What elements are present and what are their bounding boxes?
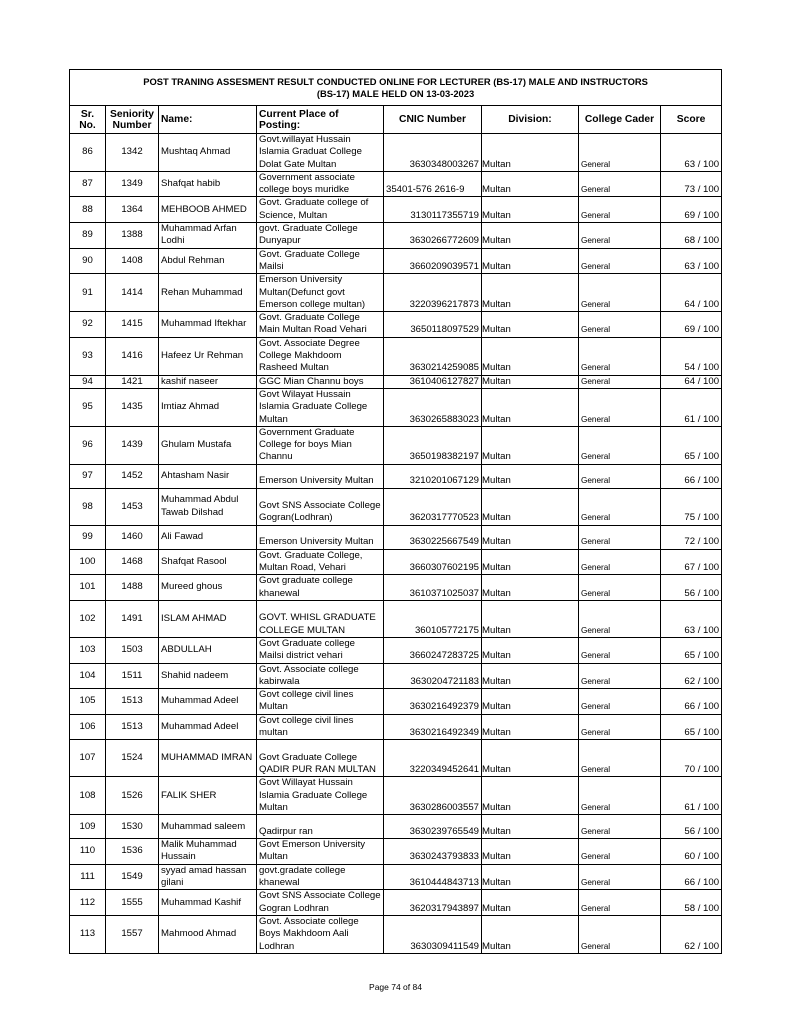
table-row xyxy=(70,740,722,777)
cnic-cell: 3630243793833 xyxy=(384,839,482,865)
score-cell: 61 / 100 xyxy=(661,388,722,426)
sr-no-cell: 91 xyxy=(70,274,106,312)
seniority-number-cell: 1364 xyxy=(106,197,159,223)
table-row xyxy=(70,864,722,890)
division-cell: Multan xyxy=(482,488,579,525)
college-cadre-cell: General xyxy=(579,637,661,663)
sr-no-cell: 93 xyxy=(70,337,106,375)
name-cell: Imtiaz Ahmad xyxy=(159,388,257,426)
cnic-cell: 3610406127827 xyxy=(384,375,482,388)
division-cell: Multan xyxy=(482,134,579,172)
seniority-number-cell: 1524 xyxy=(106,740,159,777)
college-cadre-cell: General xyxy=(579,815,661,839)
name-cell: Muhammad Kashif xyxy=(159,890,257,916)
sr-no-cell: 101 xyxy=(70,575,106,601)
header-cnic: CNIC Number xyxy=(384,106,482,134)
sr-no-cell: 102 xyxy=(70,600,106,637)
seniority-number-cell: 1513 xyxy=(106,689,159,715)
seniority-number-cell: 1414 xyxy=(106,274,159,312)
score-cell: 63 / 100 xyxy=(661,248,722,274)
header-row xyxy=(70,106,722,134)
posting-cell: Government associate college boys muridke xyxy=(257,171,384,197)
score-cell: 64 / 100 xyxy=(661,375,722,388)
cnic-cell: 3660307602195 xyxy=(384,549,482,575)
name-cell: Mushtaq Ahmad xyxy=(159,134,257,172)
college-cadre-cell: General xyxy=(579,171,661,197)
header-division: Division: xyxy=(482,106,579,134)
posting-cell: Govt college civil lines multan xyxy=(257,714,384,740)
seniority-number-cell: 1511 xyxy=(106,663,159,689)
seniority-number-cell: 1435 xyxy=(106,388,159,426)
cnic-cell: 3650118097529 xyxy=(384,312,482,338)
header-college-cadre: College Cader xyxy=(579,106,661,134)
seniority-number-cell: 1468 xyxy=(106,549,159,575)
name-cell: Shahid nadeem xyxy=(159,663,257,689)
seniority-number-cell: 1421 xyxy=(106,375,159,388)
posting-cell: Govt Willayat Hussain Islamia Graduate College Multan xyxy=(257,777,384,815)
score-cell: 63 / 100 xyxy=(661,134,722,172)
college-cadre-cell: General xyxy=(579,575,661,601)
name-cell: MEHBOOB AHMED xyxy=(159,197,257,223)
division-cell: Multan xyxy=(482,890,579,916)
header-score: Score xyxy=(661,106,722,134)
posting-cell: govt.gradate college khanewal xyxy=(257,864,384,890)
seniority-number-cell: 1460 xyxy=(106,525,159,549)
seniority-number-cell: 1453 xyxy=(106,488,159,525)
seniority-number-cell: 1349 xyxy=(106,171,159,197)
table-row xyxy=(70,223,722,249)
cnic-cell: 3660209039571 xyxy=(384,248,482,274)
sr-no-cell: 110 xyxy=(70,839,106,865)
sr-no-cell: 103 xyxy=(70,637,106,663)
posting-cell: Govt. Graduate College, Multan Road, Vehari xyxy=(257,549,384,575)
sr-no-cell: 96 xyxy=(70,426,106,464)
table-row xyxy=(70,575,722,601)
score-cell: 64 / 100 xyxy=(661,274,722,312)
seniority-number-cell: 1513 xyxy=(106,714,159,740)
cnic-cell: 3610371025037 xyxy=(384,575,482,601)
cnic-cell: 3630214259085 xyxy=(384,337,482,375)
score-cell: 68 / 100 xyxy=(661,223,722,249)
division-cell: Multan xyxy=(482,815,579,839)
division-cell: Multan xyxy=(482,839,579,865)
title-line-2: (BS-17) MALE HELD ON 13-03-2023 xyxy=(316,87,475,99)
division-cell: Multan xyxy=(482,575,579,601)
cnic-cell: 3630266772609 xyxy=(384,223,482,249)
posting-cell: Govt. Associate Degree College Makhdoom Rasheed Multan xyxy=(257,337,384,375)
name-cell: Malik Muhammad Hussain xyxy=(159,839,257,865)
college-cadre-cell: General xyxy=(579,890,661,916)
cnic-cell: 3630225667549 xyxy=(384,525,482,549)
table-row xyxy=(70,777,722,815)
sr-no-cell: 107 xyxy=(70,740,106,777)
table-row xyxy=(70,525,722,549)
sr-no-cell: 104 xyxy=(70,663,106,689)
cnic-cell: 3630348003267 xyxy=(384,134,482,172)
cnic-cell: 3620317770523 xyxy=(384,488,482,525)
sr-no-cell: 108 xyxy=(70,777,106,815)
page-number: Page 74 of 84 xyxy=(369,982,422,992)
division-cell: Multan xyxy=(482,600,579,637)
posting-cell: Qadirpur ran xyxy=(257,815,384,839)
seniority-number-cell: 1439 xyxy=(106,426,159,464)
college-cadre-cell: General xyxy=(579,337,661,375)
seniority-number-cell: 1530 xyxy=(106,815,159,839)
score-cell: 66 / 100 xyxy=(661,464,722,488)
college-cadre-cell: General xyxy=(579,714,661,740)
college-cadre-cell: General xyxy=(579,915,661,953)
table-row xyxy=(70,839,722,865)
sr-no-cell: 113 xyxy=(70,915,106,953)
cnic-cell: 3660247283725 xyxy=(384,637,482,663)
college-cadre-cell: General xyxy=(579,549,661,575)
division-cell: Multan xyxy=(482,637,579,663)
sr-no-cell: 106 xyxy=(70,714,106,740)
college-cadre-cell: General xyxy=(579,740,661,777)
score-cell: 66 / 100 xyxy=(661,689,722,715)
posting-cell: Govt. Associate college kabirwala xyxy=(257,663,384,689)
table-row xyxy=(70,488,722,525)
table-row xyxy=(70,426,722,464)
seniority-number-cell: 1557 xyxy=(106,915,159,953)
score-cell: 69 / 100 xyxy=(661,197,722,223)
table-row xyxy=(70,915,722,953)
division-cell: Multan xyxy=(482,464,579,488)
name-cell: Muhammad Abdul Tawab Dilshad xyxy=(159,488,257,525)
name-cell: FALIK SHER xyxy=(159,777,257,815)
posting-cell: Govt. Graduate College Mailsi xyxy=(257,248,384,274)
sr-no-cell: 87 xyxy=(70,171,106,197)
name-cell: Muhammad Adeel xyxy=(159,689,257,715)
name-cell: Muhammad Adeel xyxy=(159,714,257,740)
college-cadre-cell: General xyxy=(579,600,661,637)
score-cell: 62 / 100 xyxy=(661,915,722,953)
seniority-number-cell: 1491 xyxy=(106,600,159,637)
cnic-cell: 360105772175 xyxy=(384,600,482,637)
posting-cell: Govt SNS Associate College Gogran(Lodhran) xyxy=(257,488,384,525)
seniority-number-cell: 1388 xyxy=(106,223,159,249)
name-cell: syyad amad hassan gilani xyxy=(159,864,257,890)
cnic-cell: 3630204721183 xyxy=(384,663,482,689)
seniority-number-cell: 1549 xyxy=(106,864,159,890)
division-cell: Multan xyxy=(482,777,579,815)
name-cell: MUHAMMAD IMRAN xyxy=(159,740,257,777)
cnic-cell: 3630309411549 xyxy=(384,915,482,953)
table-row xyxy=(70,274,722,312)
name-cell: Hafeez Ur Rehman xyxy=(159,337,257,375)
division-cell: Multan xyxy=(482,171,579,197)
posting-cell: Govt. Associate college Boys Makhdoom Aali Lodhran xyxy=(257,915,384,953)
posting-cell: Emerson University Multan(Defunct govt Emerson college multan) xyxy=(257,274,384,312)
seniority-number-cell: 1555 xyxy=(106,890,159,916)
division-cell: Multan xyxy=(482,864,579,890)
college-cadre-cell: General xyxy=(579,134,661,172)
name-cell: Muhammad saleem xyxy=(159,815,257,839)
cnic-cell: 3130117355719 xyxy=(384,197,482,223)
document-title xyxy=(70,70,722,106)
header-seniority-number: Seniority Number xyxy=(106,106,159,134)
table-row xyxy=(70,815,722,839)
division-cell: Multan xyxy=(482,740,579,777)
table-row xyxy=(70,600,722,637)
division-cell: Multan xyxy=(482,689,579,715)
seniority-number-cell: 1416 xyxy=(106,337,159,375)
cnic-cell: 3220349452641 xyxy=(384,740,482,777)
seniority-number-cell: 1452 xyxy=(106,464,159,488)
table-row xyxy=(70,890,722,916)
name-cell: Shafqat habib xyxy=(159,171,257,197)
cnic-cell: 3630286003557 xyxy=(384,777,482,815)
posting-cell: govt. Graduate College Dunyapur xyxy=(257,223,384,249)
division-cell: Multan xyxy=(482,388,579,426)
results-table xyxy=(69,69,722,954)
sr-no-cell: 97 xyxy=(70,464,106,488)
seniority-number-cell: 1408 xyxy=(106,248,159,274)
division-cell: Multan xyxy=(482,197,579,223)
table-row xyxy=(70,171,722,197)
division-cell: Multan xyxy=(482,663,579,689)
table-row xyxy=(70,388,722,426)
name-cell: Ali Fawad xyxy=(159,525,257,549)
college-cadre-cell: General xyxy=(579,488,661,525)
header-posting: Current Place of Posting: xyxy=(257,106,384,134)
name-cell: Mahmood Ahmad xyxy=(159,915,257,953)
score-cell: 54 / 100 xyxy=(661,337,722,375)
table-row xyxy=(70,689,722,715)
score-cell: 75 / 100 xyxy=(661,488,722,525)
name-cell: Muhammad Iftekhar xyxy=(159,312,257,338)
cnic-cell: 35401-576 2616-9 xyxy=(384,171,482,197)
table-row xyxy=(70,464,722,488)
sr-no-cell: 99 xyxy=(70,525,106,549)
score-cell: 65 / 100 xyxy=(661,714,722,740)
college-cadre-cell: General xyxy=(579,312,661,338)
college-cadre-cell: General xyxy=(579,197,661,223)
score-cell: 65 / 100 xyxy=(661,426,722,464)
score-cell: 72 / 100 xyxy=(661,525,722,549)
division-cell: Multan xyxy=(482,312,579,338)
posting-cell: Govt Emerson University Multan xyxy=(257,839,384,865)
table-row xyxy=(70,663,722,689)
sr-no-cell: 100 xyxy=(70,549,106,575)
college-cadre-cell: General xyxy=(579,274,661,312)
score-cell: 61 / 100 xyxy=(661,777,722,815)
sr-no-cell: 109 xyxy=(70,815,106,839)
sr-no-cell: 86 xyxy=(70,134,106,172)
sr-no-cell: 92 xyxy=(70,312,106,338)
posting-cell: Govt. Graduate college of Science, Multan xyxy=(257,197,384,223)
posting-cell: Govt Graduate college Mailsi district vehari xyxy=(257,637,384,663)
score-cell: 56 / 100 xyxy=(661,575,722,601)
posting-cell: Emerson University Multan xyxy=(257,525,384,549)
posting-cell: Govt SNS Associate College Gogran Lodhran xyxy=(257,890,384,916)
division-cell: Multan xyxy=(482,337,579,375)
division-cell: Multan xyxy=(482,525,579,549)
seniority-number-cell: 1488 xyxy=(106,575,159,601)
table-row xyxy=(70,248,722,274)
division-cell: Multan xyxy=(482,549,579,575)
posting-cell: Govt.willayat Hussain Islamia Graduat College Dolat Gate Multan xyxy=(257,134,384,172)
score-cell: 65 / 100 xyxy=(661,637,722,663)
table-row xyxy=(70,197,722,223)
sr-no-cell: 90 xyxy=(70,248,106,274)
sr-no-cell: 95 xyxy=(70,388,106,426)
cnic-cell: 3650198382197 xyxy=(384,426,482,464)
seniority-number-cell: 1503 xyxy=(106,637,159,663)
sr-no-cell: 111 xyxy=(70,864,106,890)
table-row xyxy=(70,337,722,375)
sr-no-cell: 88 xyxy=(70,197,106,223)
division-cell: Multan xyxy=(482,915,579,953)
posting-cell: Govt Wilayat Hussain Islamia Graduate College Multan xyxy=(257,388,384,426)
division-cell: Multan xyxy=(482,714,579,740)
college-cadre-cell: General xyxy=(579,388,661,426)
name-cell: Muhammad Arfan Lodhi xyxy=(159,223,257,249)
college-cadre-cell: General xyxy=(579,663,661,689)
score-cell: 60 / 100 xyxy=(661,839,722,865)
college-cadre-cell: General xyxy=(579,464,661,488)
posting-cell: GOVT. WHISL GRADUATE COLLEGE MULTAN xyxy=(257,600,384,637)
seniority-number-cell: 1415 xyxy=(106,312,159,338)
table-row xyxy=(70,549,722,575)
score-cell: 62 / 100 xyxy=(661,663,722,689)
table-row xyxy=(70,637,722,663)
title-line-1: POST TRANING ASSESMENT RESULT CONDUCTED ONLINE FOR LECTURER (BS-17) MALE AND INSTRUCTORS xyxy=(143,75,648,87)
college-cadre-cell: General xyxy=(579,248,661,274)
cnic-cell: 3620317943897 xyxy=(384,890,482,916)
posting-cell: Government Graduate College for boys Mian Channu xyxy=(257,426,384,464)
division-cell: Multan xyxy=(482,274,579,312)
score-cell: 56 / 100 xyxy=(661,815,722,839)
sr-no-cell: 94 xyxy=(70,375,106,388)
posting-cell: Govt. Graduate College Main Multan Road Vehari xyxy=(257,312,384,338)
name-cell: Shafqat Rasool xyxy=(159,549,257,575)
posting-cell: Govt graduate college khanewal xyxy=(257,575,384,601)
name-cell: kashif naseer xyxy=(159,375,257,388)
posting-cell: Govt college civil lines Multan xyxy=(257,689,384,715)
table-row xyxy=(70,375,722,388)
name-cell: Ahtasham Nasir xyxy=(159,464,257,488)
header-name: Name: xyxy=(159,106,257,134)
division-cell: Multan xyxy=(482,426,579,464)
table-row xyxy=(70,312,722,338)
college-cadre-cell: General xyxy=(579,375,661,388)
score-cell: 63 / 100 xyxy=(661,600,722,637)
college-cadre-cell: General xyxy=(579,426,661,464)
seniority-number-cell: 1526 xyxy=(106,777,159,815)
posting-cell: GGC Mian Channu boys xyxy=(257,375,384,388)
division-cell: Multan xyxy=(482,375,579,388)
cnic-cell: 3630265883023 xyxy=(384,388,482,426)
college-cadre-cell: General xyxy=(579,689,661,715)
division-cell: Multan xyxy=(482,223,579,249)
table-row xyxy=(70,134,722,172)
header-sr-no: Sr. No. xyxy=(70,106,106,134)
cnic-cell: 3610444843713 xyxy=(384,864,482,890)
table-row xyxy=(70,714,722,740)
cnic-cell: 3630239765549 xyxy=(384,815,482,839)
seniority-number-cell: 1342 xyxy=(106,134,159,172)
name-cell: ISLAM AHMAD xyxy=(159,600,257,637)
name-cell: Ghulam Mustafa xyxy=(159,426,257,464)
cnic-cell: 3630216492349 xyxy=(384,714,482,740)
posting-cell: Emerson University Multan xyxy=(257,464,384,488)
name-cell: Mureed ghous xyxy=(159,575,257,601)
cnic-cell: 3220396217873 xyxy=(384,274,482,312)
cnic-cell: 3630216492379 xyxy=(384,689,482,715)
college-cadre-cell: General xyxy=(579,223,661,249)
college-cadre-cell: General xyxy=(579,777,661,815)
score-cell: 69 / 100 xyxy=(661,312,722,338)
score-cell: 66 / 100 xyxy=(661,864,722,890)
score-cell: 70 / 100 xyxy=(661,740,722,777)
sr-no-cell: 89 xyxy=(70,223,106,249)
score-cell: 67 / 100 xyxy=(661,549,722,575)
college-cadre-cell: General xyxy=(579,839,661,865)
cnic-cell: 3210201067129 xyxy=(384,464,482,488)
sr-no-cell: 112 xyxy=(70,890,106,916)
name-cell: ABDULLAH xyxy=(159,637,257,663)
college-cadre-cell: General xyxy=(579,525,661,549)
college-cadre-cell: General xyxy=(579,864,661,890)
name-cell: Rehan Muhammad xyxy=(159,274,257,312)
seniority-number-cell: 1536 xyxy=(106,839,159,865)
posting-cell: Govt Graduate College QADIR PUR RAN MULTAN xyxy=(257,740,384,777)
name-cell: Abdul Rehman xyxy=(159,248,257,274)
division-cell: Multan xyxy=(482,248,579,274)
score-cell: 58 / 100 xyxy=(661,890,722,916)
sr-no-cell: 105 xyxy=(70,689,106,715)
score-cell: 73 / 100 xyxy=(661,171,722,197)
sr-no-cell: 98 xyxy=(70,488,106,525)
